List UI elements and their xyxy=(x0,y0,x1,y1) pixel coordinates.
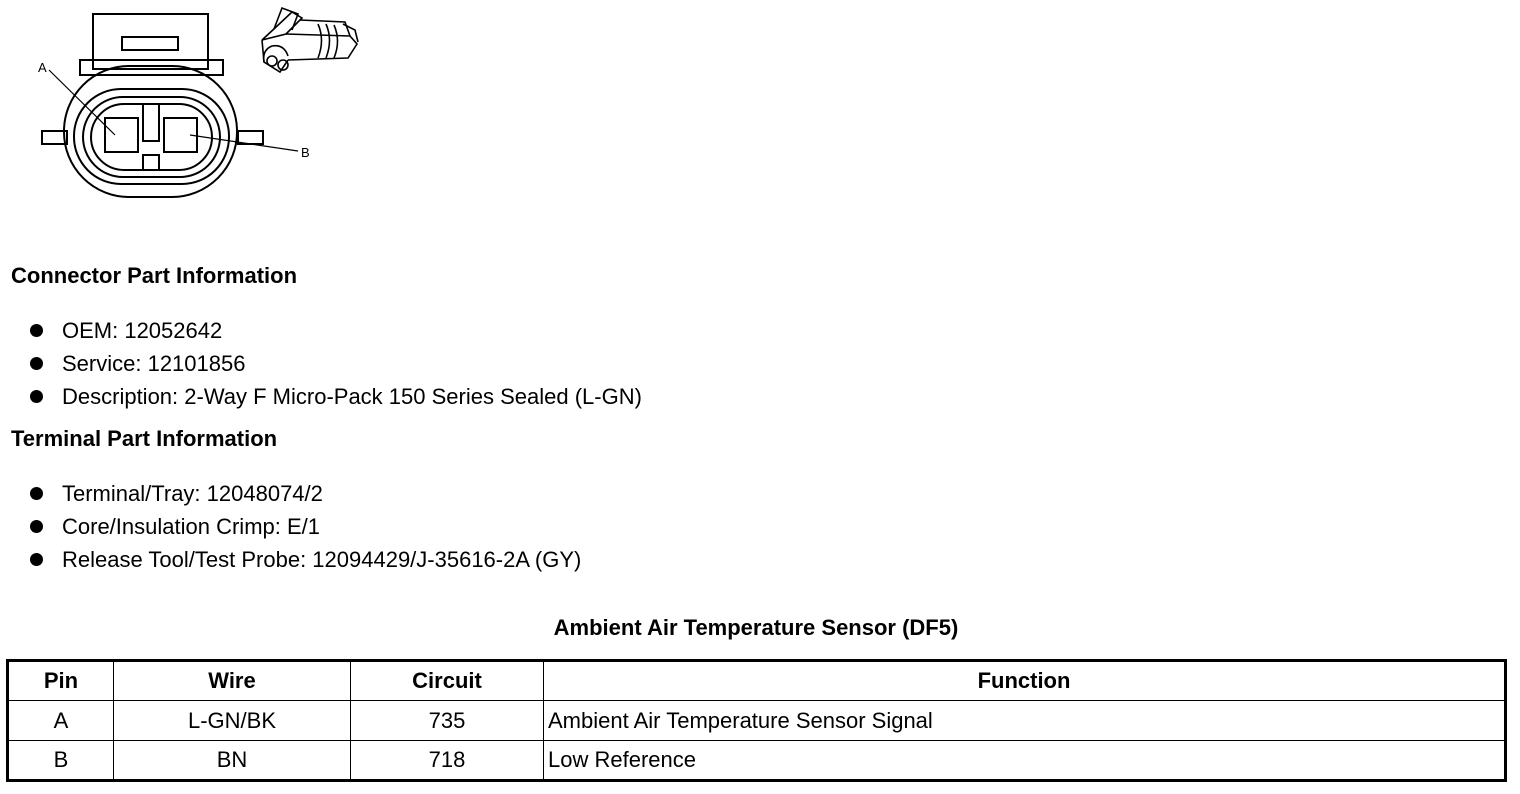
cell-pin: A xyxy=(8,701,114,741)
table-header-row xyxy=(8,661,1506,701)
pin-a-label: A xyxy=(38,60,47,75)
bullet-icon xyxy=(30,324,43,337)
list-item xyxy=(28,314,642,347)
cell-function: Ambient Air Temperature Sensor Signal xyxy=(544,701,1506,741)
header-wire: Wire xyxy=(114,661,351,701)
cell-wire: L-GN/BK xyxy=(114,701,351,741)
list-item xyxy=(28,543,581,576)
bullet-icon xyxy=(30,520,43,533)
terminal-tray-text: Terminal/Tray: 12048074/2 xyxy=(62,481,323,506)
description-text: Description: 2-Way F Micro-Pack 150 Series Sealed (L-GN) xyxy=(62,384,642,409)
bullet-icon xyxy=(30,390,43,403)
service-part-text: Service: 12101856 xyxy=(62,351,246,376)
list-item xyxy=(28,477,581,510)
table-row xyxy=(8,701,1506,741)
crimp-text: Core/Insulation Crimp: E/1 xyxy=(62,514,320,539)
cell-circuit: 718 xyxy=(351,741,544,781)
oem-part-text: OEM: 12052642 xyxy=(62,318,223,343)
table-row xyxy=(8,741,1506,781)
terminal-info-heading: Terminal Part Information xyxy=(11,426,278,451)
list-item xyxy=(28,510,581,543)
pinout-table xyxy=(6,659,1507,782)
release-tool-text: Release Tool/Test Probe: 12094429/J-35616-2A (GY) xyxy=(62,547,582,572)
connector-sketch-icon xyxy=(262,8,358,72)
list-item xyxy=(28,347,642,380)
connector-info-heading: Connector Part Information xyxy=(11,263,298,288)
connector-face-diagram xyxy=(0,0,380,215)
bullet-icon xyxy=(30,357,43,370)
cell-pin: B xyxy=(8,741,114,781)
bullet-icon xyxy=(30,487,43,500)
cell-function: Low Reference xyxy=(544,741,1506,781)
terminal-info-list xyxy=(28,477,581,576)
header-function: Function xyxy=(544,661,1506,701)
pin-b-label: B xyxy=(301,145,310,160)
connector-info-list xyxy=(28,314,642,413)
table-title: Ambient Air Temperature Sensor (DF5) xyxy=(553,615,959,640)
cell-circuit: 735 xyxy=(351,701,544,741)
header-pin: Pin xyxy=(8,661,114,701)
header-circuit: Circuit xyxy=(351,661,544,701)
bullet-icon xyxy=(30,553,43,566)
cell-wire: BN xyxy=(114,741,351,781)
list-item xyxy=(28,380,642,413)
